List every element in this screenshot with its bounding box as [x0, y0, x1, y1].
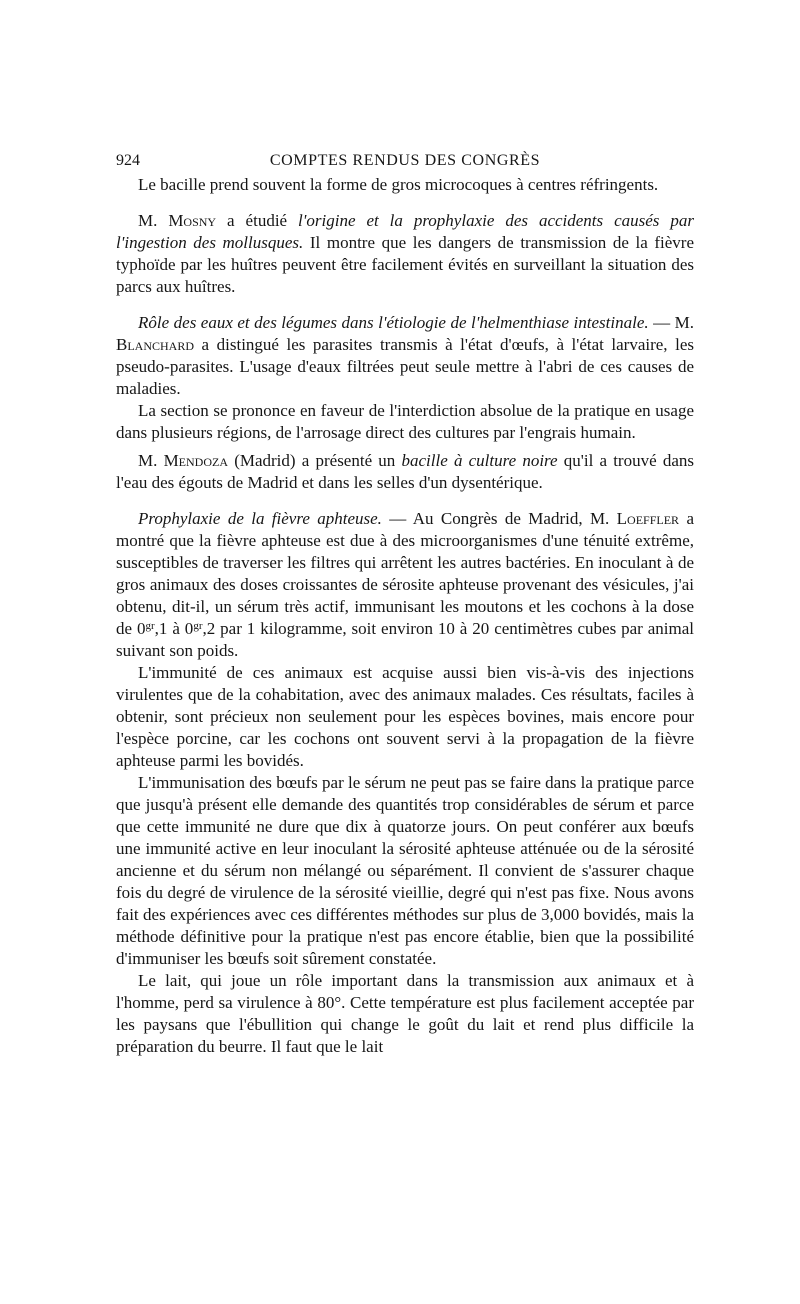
paragraph-mendoza	[116, 450, 694, 494]
paragraph-text: Il montre que les dangers de transmission de la fièvre typhoïde par les huîtres peuvent être facilement évités en surveillant la situation des parcs aux huîtres.	[116, 233, 694, 296]
section-title: Prophylaxie de la fièvre aphteuse.	[138, 509, 382, 528]
author-name: Mosny	[168, 211, 217, 230]
running-head	[116, 148, 694, 174]
paragraph-text: L'immunité de ces animaux est acquise aussi bien vis-à-vis des injections virulentes que de la cohabitation, avec des animaux malades. Ces résultats, faciles à obtenir, sont précieux non seulement pour les espèces bovines, mais encore pour l'espèce porcine, car les cochons ont souvent servi à la propagation de la fièvre aphteuse parmi les bovidés.	[116, 663, 694, 770]
page	[116, 148, 694, 1058]
text-intro: M.	[138, 211, 169, 230]
author-name: Blanchard	[116, 335, 195, 354]
running-title: COMPTES RENDUS DES CONGRÈS	[269, 152, 541, 169]
unit-superscript: gr	[145, 620, 155, 632]
paragraph-section-vote	[116, 400, 694, 444]
communication-title: bacille à culture noire	[401, 451, 558, 470]
paragraph-bacille	[116, 174, 694, 196]
paragraph-blanchard	[116, 312, 694, 400]
paragraph-mosny	[116, 210, 694, 298]
author-name: Loeffler	[616, 509, 680, 528]
paragraph-text: L'immunisation des bœufs par le sérum ne peut pas se faire dans la pratique parce que jusqu'à présent elle demande des quantités trop considérables de sérum et parce que cette immunité ne dure que dix à quatorze jours. On peut conférer aux bœufs une immunité active en leur inoculant la sérosité aphteuse atténuée ou de la sérosité ancienne et du sérum non mélangé ou séparément. Il convient de s'assurer chaque fois du degré de virulence de la sérosité vieillie, degré qui n'est pas fixe. Nous avons fait des expériences avec ces différentes méthodes sur plus de 3,000 bovidés, mais la méthode définitive pour la pratique n'est pas encore établie, bien que la possibilité d'immuniser les bœufs soit sûrement constatée.	[116, 773, 694, 968]
section-title: Rôle des eaux et des légumes dans l'étiologie de l'helmenthiase intestinale.	[138, 313, 649, 332]
paragraph-text: Le lait, qui joue un rôle important dans la transmission aux animaux et à l'homme, perd sa virulence à 80°. Cette température est plus facilement acceptée par les paysans que l'ébullition qui change le goût du lait et rend plus difficile la préparation du beurre. Il faut que le lait	[116, 971, 694, 1056]
paragraph-text: a montré que la fièvre aphteuse est due à des microorganismes d'une ténuité extrême, susceptibles de traverser les filtres qui arrêtent les autres bactéries. En inoculant à de gros animaux des doses croissantes de sérosite aphteuse provenant des vésicules, j'ai obtenu, dit-il, un sérum très actif, immunisant les moutons et les cochons à la dose de 0	[116, 509, 694, 638]
paragraph-loeffler	[116, 508, 694, 662]
text-mid: (Madrid) a présenté un	[228, 451, 402, 470]
paragraph-immunite	[116, 662, 694, 772]
text-verb: a étudié	[216, 211, 299, 230]
unit-superscript: gr	[193, 620, 203, 632]
author-name: Mendoza	[163, 451, 229, 470]
text-dash: — Au Congrès de Madrid, M.	[381, 509, 617, 528]
paragraph-immunisation	[116, 772, 694, 970]
text-dash: — M.	[648, 313, 694, 332]
paragraph-text: Le bacille prend souvent la forme de gros microcoques à centres réfringents.	[138, 175, 659, 194]
page-number: 924	[116, 152, 140, 169]
paragraph-lait	[116, 970, 694, 1058]
text-intro: M.	[138, 451, 164, 470]
paragraph-text: ,2 par 1 kilogramme, soit environ 10 à 20 centimètres cubes par animal suivant son poids.	[116, 619, 695, 660]
communication-title: l'origine et la prophylaxie des accidents causés par l'ingestion des mollusques.	[116, 211, 694, 252]
paragraph-text: ,1 à 0	[154, 619, 194, 638]
paragraph-text: qu'il a trouvé dans l'eau des égouts de Madrid et dans les selles d'un dysentérique.	[116, 451, 694, 492]
paragraph-text: a distingué les parasites transmis à l'état d'œufs, à l'état larvaire, les pseudo-parasites. L'usage d'eaux filtrées peut seule mettre à l'abri de ces causes de maladies.	[116, 335, 694, 398]
paragraph-text: La section se prononce en faveur de l'interdiction absolue de la pratique en usage dans plusieurs régions, de l'arrosage direct des cultures par l'engrais humain.	[116, 401, 694, 442]
